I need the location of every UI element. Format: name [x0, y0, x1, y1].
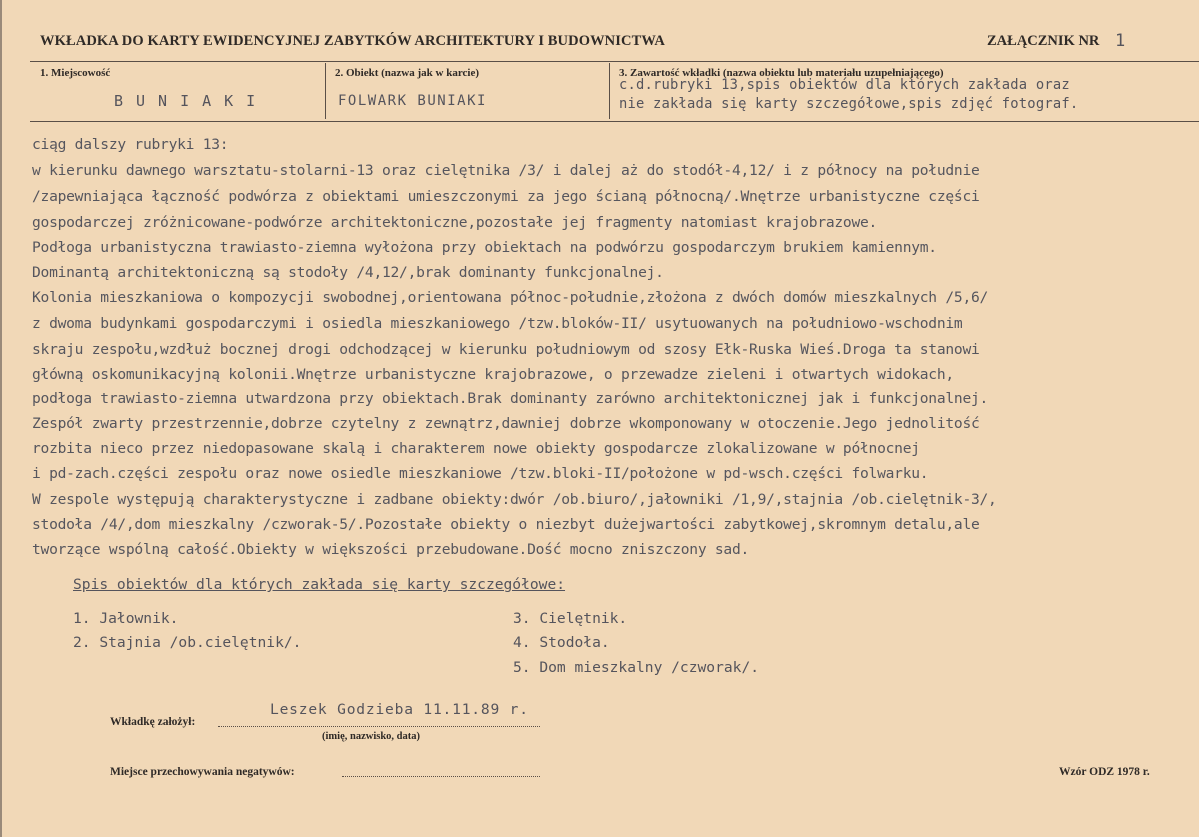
body-line: tworzące wspólną całość.Obiekty w większości przebudowane.Dość mocno zniszczony sad.: [32, 541, 750, 558]
body-line: Zespół zwarty przestrzennie,dobrze czytelny z zewnątrz,dawniej dobrze wkomponowany w otoczenie.Jego jednolitość: [32, 415, 980, 432]
list-item: 3. Cielętnik.: [513, 610, 628, 627]
object-label: 2. Obiekt (nazwa jak w karcie): [335, 67, 480, 79]
body-line: W zespole występują charakterystyczne i zadbane obiekty:dwór /ob.biuro/,jałowniki /1,9/,stajnia /ob.cielętnik-3/,: [32, 491, 997, 508]
created-by-label: Wkładkę założył:: [110, 716, 196, 728]
created-by-hint: (imię, nazwisko, data): [322, 731, 420, 742]
body-line: rozbita nieco przez niedopasowane skalą i charakterem nowe obiekty gospodarcze zlokalizowane w północnej: [32, 440, 920, 457]
created-by-value: Leszek Godzieba 11.11.89 r.: [270, 701, 529, 718]
body-line: /zapewniająca łączność podwórza z obiektami umieszczonymi za jego ścianą północną/.Wnętrze urbanistyczne części: [32, 188, 980, 205]
locality-value: BUNIAKI: [114, 92, 269, 110]
body-line: ciąg dalszy rubryki 13:: [32, 136, 229, 153]
list-item: 1. Jałownik.: [73, 610, 179, 627]
header-bottom-rule: [30, 121, 1199, 122]
form-code: Wzór ODZ 1978 r.: [1059, 766, 1150, 778]
list-item: 2. Stajnia /ob.cielętnik/.: [73, 634, 302, 651]
negatives-label: Miejsce przechowywania negatywów:: [110, 766, 295, 778]
body-line: skraju zespołu,wzdłuż bocznej drogi odchodzącej w kierunku południowym od szosy Ełk-Ruska Wieś.Droga ta stanowi: [32, 341, 980, 358]
body-line: Kolonia mieszkaniowa o kompozycji swobodnej,orientowana północ-południe,złożona z dwóch domów mieszkalnych /5,6/: [32, 289, 989, 306]
contents-label: 3. Zawartość wkładki (nazwa obiektu lub materiału uzupełniającego): [619, 67, 944, 79]
locality-label: 1. Miejscowość: [40, 67, 111, 79]
body-line: i pd-zach.części zespołu oraz nowe osiedle mieszkaniowe /tzw.bloki-II/położone w pd-wsch.części folwarku.: [32, 465, 929, 482]
contents-line: c.d.rubryki 13,spis obiektów dla których zakłada oraz: [619, 77, 1070, 93]
negatives-dotted-line: [342, 776, 540, 777]
object-value: FOLWARK BUNIAKI: [338, 93, 487, 109]
body-line: główną oskomunikacyjną kolonii.Wnętrze urbanistyczne krajobrazowe, o przewadze zieleni i otwartych widokach,: [32, 366, 954, 383]
field-divider: [325, 63, 326, 119]
body-line: z dwoma budynkami gospodarczymi i osiedla mieszkaniowego /tzw.bloków-II/ usytuowanych na południowo-wschodnim: [32, 315, 963, 332]
annex-number: 1: [1115, 31, 1126, 51]
header-top-rule: [30, 61, 1199, 62]
body-line: w kierunku dawnego warsztatu-stolarni-13 oraz cielętnika /3/ i dalej aż do stodół-4,12/ i z północy na południe: [32, 162, 980, 179]
list-item: 4. Stodoła.: [513, 634, 610, 651]
field-divider: [609, 63, 610, 119]
created-by-dotted-line: [218, 726, 540, 727]
body-line: Dominantą architektoniczną są stodoły /4,12/,brak dominanty funkcjonalnej.: [32, 264, 664, 281]
contents-line: nie zakłada się karty szczegółowe,spis zdjęć fotograf.: [619, 96, 1079, 112]
list-heading: Spis obiektów dla których zakłada się karty szczegółowe:: [73, 576, 566, 593]
body-line: Podłoga urbanistyczna trawiasto-ziemna wyłożona przy obiektach na podwórzu gospodarczym brukiem kamiennym.: [32, 239, 937, 256]
body-line: podłoga trawiasto-ziemna utwardzona przy obiektach.Brak dominanty zarówno architektonicznej jak i funkcjonalnej.: [32, 390, 989, 407]
body-line: gospodarczej zróżnicowane-podwórze architektoniczne,pozostałe jej fragmenty natomiast krajobrazowe.: [32, 214, 878, 231]
body-line: stodoła /4/,dom mieszkalny /czworak-5/.Pozostałe obiekty o niezbyt dużejwartości zabytkowej,skromnym detalu,ale: [32, 516, 980, 533]
annex-label: ZAŁĄCZNIK NR: [987, 33, 1100, 49]
card-title: WKŁADKA DO KARTY EWIDENCYJNEJ ZABYTKÓW ARCHITEKTURY I BUDOWNICTWA: [40, 33, 665, 49]
list-item: 5. Dom mieszkalny /czworak/.: [513, 659, 760, 676]
